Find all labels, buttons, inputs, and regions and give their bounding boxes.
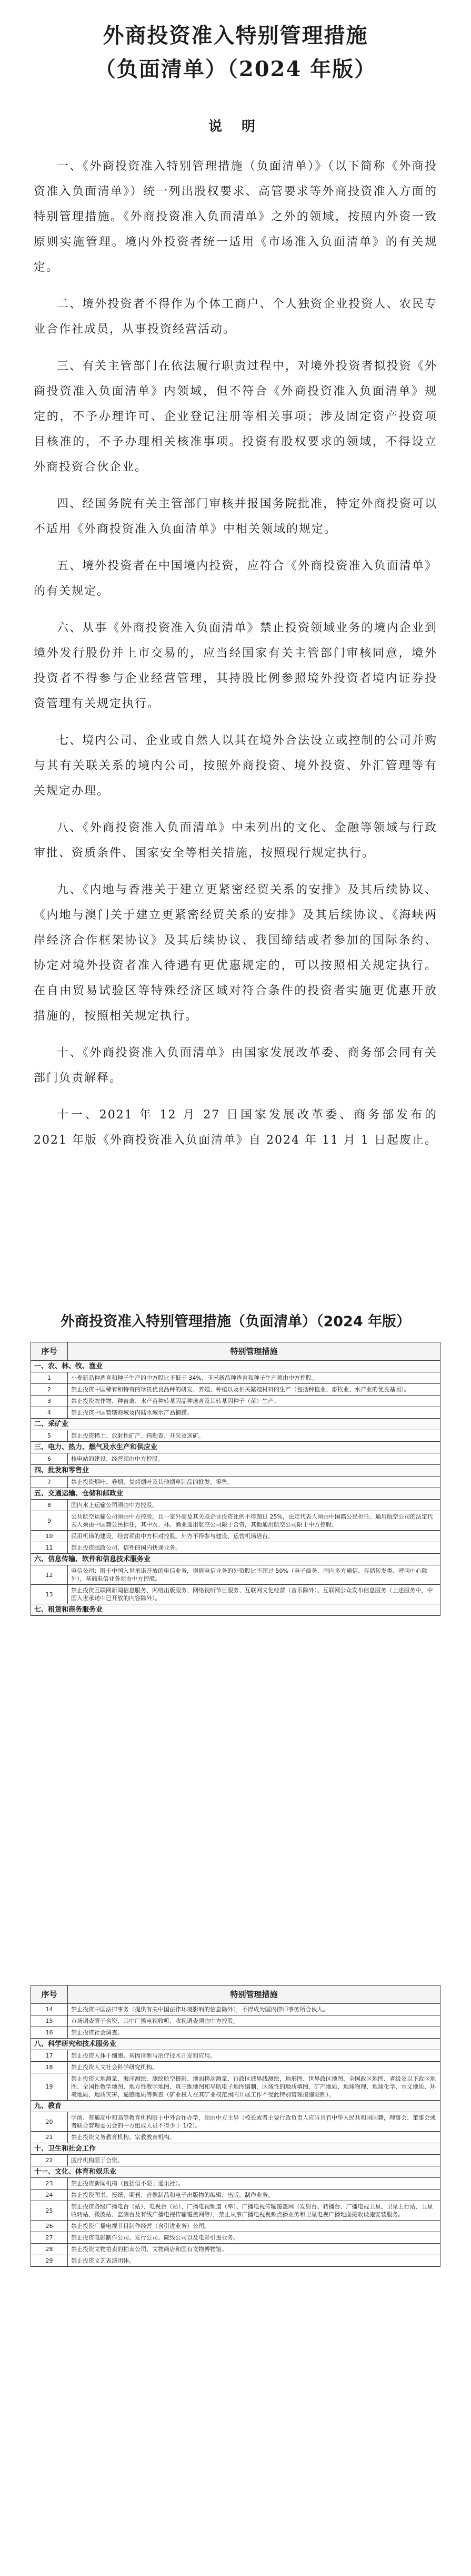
table-header-row: [31, 1342, 440, 1361]
row-number: 22: [31, 2155, 68, 2166]
table-title: 外商投资准入特别管理措施（负面清单）（2024 年版）: [60, 1314, 411, 1330]
row-number: 24: [31, 2190, 68, 2201]
row-number: 26: [31, 2221, 68, 2232]
table-row: [31, 1372, 440, 1384]
category-label: 八、科学研究和技术服务业: [31, 2039, 440, 2050]
table-row: [31, 2201, 440, 2221]
measure-text: 禁止投资各级广播电台（站）、电视台（站）、广播电视频道（率）、广播电视传输覆盖网（发射台、转播台、广播电视卫星、卫星上行站、卫星收转站、微波站、监测台及有线广播电视传输覆盖网等），禁止从事广播电视视频点播业务和卫星电视广播地面接收设施安装服务。: [68, 2201, 440, 2221]
category-label: 一、农、林、牧、渔业: [31, 1361, 440, 1372]
explanation-paragraph: 十、《外商投资准入负面清单》由国家发展改革委、商务部会同有关部门负责解释。: [34, 1046, 437, 1085]
measure-text: 禁止投资农作物、种畜禽、水产苗种转基因品种选育及其转基因种子（苗）生产。: [68, 1396, 440, 1407]
table-row: [31, 2190, 440, 2201]
explanation-paragraph: 九、《内地与香港关于建立更紧密经贸关系的安排》及其后续协议、《内地与澳门关于建立更紧密经贸关系的安排》及其后续协议、《海峡两岸经济合作框架协议》及其后续协议、我国缔结或者参加的国际条约、协定对境外投资者准入待遇有更优惠规定的，可以按照相关规定执行。在自由贸易试验区等特殊经济区域对符合条件的投资者实施更优惠开放措施的，按照相关规定执行。: [34, 883, 437, 1023]
table-row: [31, 1477, 440, 1488]
header-measures: 特别管理措施: [68, 1986, 440, 2004]
measure-text: 禁止投资互联网新闻信息服务、网络出版服务、网络视听节目服务、互联网文化经营（音乐除外）、互联网公众发布信息服务（上述服务中，中国入世承诺中已开放的内容除外）。: [68, 1585, 440, 1604]
category-label: 二、采矿业: [31, 1419, 440, 1430]
row-number: 9: [31, 1511, 68, 1531]
table-category-row: [31, 1604, 440, 1616]
row-number: 13: [31, 1585, 68, 1604]
explanation-paragraph: 五、境外投资者在中国境内投资，应符合《外商投资准入负面清单》的有关规定。: [34, 559, 437, 598]
measure-text: 公共航空运输公司须由中方控股，且一家外商及其关联企业投资比例不得超过 25%，法定代表人须由中国籍公民担任。通用航空公司的法定代表人须由中国籍公民担任，其中农、林、渔业通用航空公司限于合资，其他通用航空公司限于中方控股。: [68, 1511, 440, 1531]
category-label: 六、信息传输、软件和信息技术服务业: [31, 1554, 440, 1565]
explanation-paragraph: 六、从事《外商投资准入负面清单》禁止投资领域业务的境内企业到境外发行股份并上市交易的，应当经国家有关主管部门审核同意，境外投资者不得参与企业经营管理，其持股比例参照境外投资者境内证券投资管理有关规定执行。: [34, 622, 437, 710]
row-number: 6: [31, 1453, 68, 1465]
document-title-line2: （负面清单）（2024 年版）: [94, 57, 377, 82]
table-row: [31, 1430, 440, 1442]
explanation-paragraph: 一、《外商投资准入特别管理措施（负面清单）》（以下简称《外商投资准入负面清单》）统一列出股权要求、高管要求等外商投资准入方面的特别管理措施。《外商投资准入负面清单》之外的领域，按照内外资一致原则实施管理。境内外投资者统一适用《市场准入负面清单》的有关规定。: [34, 160, 437, 274]
measure-text: 核电站的建设、经营须由中方控股。: [68, 1453, 440, 1465]
table-category-row: [31, 2143, 440, 2155]
measure-text: 禁止投资烟叶、卷烟、复烤烟叶及其他烟草制品的批发、零售。: [68, 1477, 440, 1488]
measure-text: 禁止投资人文社会科学研究机构。: [68, 2062, 440, 2073]
row-number: 7: [31, 1477, 68, 1488]
explanation-paragraph: 四、经国务院有关主管部门审核并报国务院批准，特定外商投资可以不适用《外商投资准入负面清单》中相关领域的规定。: [34, 497, 437, 536]
row-number: 11: [31, 1542, 68, 1554]
category-label: 三、电力、热力、燃气及水生产和供应业: [31, 1442, 440, 1453]
row-number: 18: [31, 2062, 68, 2073]
table-row: [31, 2073, 440, 2101]
row-number: 23: [31, 2178, 68, 2190]
table-category-row: [31, 2039, 440, 2050]
table-sheet-2: [16, 1974, 455, 2566]
measure-text: 学前、普通高中和高等教育机构限于中外合作办学，须由中方主导（校长或者主要行政负责人应当具有中华人民共和国国籍，理事会、董事会或者联合管理委员会的中方组成人员不得少于 1/2）。: [68, 2112, 440, 2132]
measure-text: 禁止投资义务教育机构、宗教教育机构。: [68, 2132, 440, 2143]
row-number: 28: [31, 2244, 68, 2255]
measure-text: 市场调查限于合资，其中广播电视收听、收视调查须由中方控股。: [68, 2015, 440, 2027]
table-category-row: [31, 1419, 440, 1430]
table-row: [31, 2232, 440, 2244]
table-row: [31, 2178, 440, 2190]
table-row: [31, 2050, 440, 2062]
measure-text: 小麦新品种选育和种子生产的中方股比不低于 34%、玉米新品种选育和种子生产须由中方控股。: [68, 1372, 440, 1384]
table-row: [31, 1542, 440, 1554]
category-label: 七、租赁和商务服务业: [31, 1604, 440, 1616]
row-number: 14: [31, 2004, 68, 2015]
table-category-row: [31, 2101, 440, 2112]
category-label: 十一、文化、体育和娱乐业: [31, 2166, 440, 2178]
row-number: 20: [31, 2112, 68, 2132]
measure-text: 禁止投资稀土、放射性矿产、钨勘查、开采及选矿。: [68, 1430, 440, 1442]
measure-text: 禁止投资人体干细胞、基因诊断与治疗技术开发和应用。: [68, 2050, 440, 2062]
row-number: 15: [31, 2015, 68, 2027]
table-row: [31, 1407, 440, 1419]
table-row: [31, 1531, 440, 1542]
row-number: 12: [31, 1565, 68, 1585]
table-body-1: [31, 1361, 440, 1616]
row-number: 27: [31, 2232, 68, 2244]
table-category-row: [31, 1361, 440, 1372]
table-row: [31, 1511, 440, 1531]
table-row: [31, 2027, 440, 2039]
measure-text: 民用机场的建设、经营须由中方相对控股。外方不得参与建设、运营机场塔台。: [68, 1531, 440, 1542]
table-category-row: [31, 1465, 440, 1477]
row-number: 5: [31, 1430, 68, 1442]
table-row: [31, 1585, 440, 1604]
table-header-row: [31, 1986, 440, 2004]
row-number: 29: [31, 2255, 68, 2267]
measure-text: 禁止投资大地测量、海洋测绘、测绘航空摄影、地面移动测量、行政区域界线测绘，地形图、世界政区地图、全国政区地图、省级及以下政区地图、全国性教学地图、地方性教学地图、真三维地图和导航电子地图编制，区域性的地质填图、矿产地质、地球物理、地球化学、水文地质、环境地质、地质灾害、遥感地质等调查（矿业权人在其矿业权范围内开展工作不受此特别管理措施限制）。: [68, 2073, 440, 2101]
table-row: [31, 2155, 440, 2166]
explanation-paragraph: 二、境外投资者不得作为个体工商户、个人独资企业投资人、农民专业合作社成员，从事投资经营活动。: [34, 298, 437, 336]
table-row: [31, 1565, 440, 1585]
table-row: [31, 2221, 440, 2232]
table-body-2: [31, 1986, 440, 2267]
row-number: 25: [31, 2201, 68, 2221]
row-number: 17: [31, 2050, 68, 2062]
measure-text: 禁止投资电影制作公司、发行公司、院线公司以及电影引进业务。: [68, 2232, 440, 2244]
row-number: 1: [31, 1372, 68, 1384]
table-row: [31, 1396, 440, 1407]
row-number: 19: [31, 2073, 68, 2101]
table-row: [31, 2132, 440, 2143]
table-category-row: [31, 2166, 440, 2178]
table-row: [31, 2112, 440, 2132]
header-no: 序号: [31, 1342, 68, 1361]
table-row: [31, 1500, 440, 1511]
explanation-heading: 说 明: [208, 119, 263, 135]
explanation-paragraph: 八、《外商投资准入负面清单》中未列出的文化、金融等领域与行政审批、资质条件、国家安全等相关措施，按照现行规定执行。: [34, 821, 437, 860]
measure-text: 禁止投资中国稀有和特有的珍贵优良品种的研发、养殖、种植以及相关繁殖材料的生产（包括种植业、畜牧业、水产业的优良基因）。: [68, 1384, 440, 1396]
row-number: 4: [31, 1407, 68, 1419]
explanation-paragraph: 七、境内公司、企业或自然人以其在境外合法设立或控制的公司并购与其有关联关系的境内公司，按照外商投资、境外投资、外汇管理等有关规定办理。: [34, 734, 437, 798]
measure-text: 禁止投资邮政公司、信件的国内快递业务。: [68, 1542, 440, 1554]
document-page: [0, 0, 471, 1165]
measure-text: 禁止投资文艺表演团体。: [68, 2255, 440, 2267]
category-label: 四、批发和零售业: [31, 1465, 440, 1477]
measure-text: 电信公司：限于中国入世承诺开放的电信业务，增值电信业务的外资股比不超过 50%（电子商务、国内多方通信、存储转发类、呼叫中心除外），基础电信业务须由中方控股。: [68, 1565, 440, 1585]
table-sheet-1: [16, 1299, 455, 1961]
table-row: [31, 1384, 440, 1396]
category-label: 九、教育: [31, 2101, 440, 2112]
table-row: [31, 2062, 440, 2073]
measure-text: 禁止投资新闻机构（包括但不限于通讯社）。: [68, 2178, 440, 2190]
row-number: 10: [31, 1531, 68, 1542]
row-number: 2: [31, 1384, 68, 1396]
row-number: 16: [31, 2027, 68, 2039]
explanation-paragraph: 十一、2021 年 12 月 27 日国家发展改革委、商务部发布的 2021 年版《外商投资准入负面清单》自 2024 年 11 月 1 日起废止。: [34, 1108, 437, 1147]
table-category-row: [31, 1554, 440, 1565]
measure-text: 禁止投资文物拍卖的拍卖公司、文物商店和国有文物博物馆。: [68, 2244, 440, 2255]
measure-text: 医疗机构限于合资。: [68, 2155, 440, 2166]
measure-text: 禁止投资中国法律事务（提供有关中国法律环境影响的信息除外），不得成为国内律师事务所合伙人。: [68, 2004, 440, 2015]
category-label: 五、交通运输、仓储和邮政业: [31, 1488, 440, 1500]
table-row: [31, 2015, 440, 2027]
measure-text: 禁止投资图书、报纸、期刊、音像制品和电子出版物的编辑、出版、制作业务。: [68, 2190, 440, 2201]
row-number: 8: [31, 1500, 68, 1511]
table-row: [31, 1453, 440, 1465]
measure-text: 禁止投资社会调查。: [68, 2027, 440, 2039]
table-row: [31, 2244, 440, 2255]
category-label: 十、卫生和社会工作: [31, 2143, 440, 2155]
negative-list-table-part1: [31, 1342, 440, 1616]
measure-text: 国内水上运输公司须由中方控股。: [68, 1500, 440, 1511]
measure-text: 禁止投资中国管辖海域及内陆水域水产品捕捞。: [68, 1407, 440, 1419]
table-category-row: [31, 1442, 440, 1453]
header-measures: 特别管理措施: [68, 1342, 440, 1361]
table-row: [31, 2255, 440, 2267]
explanation-body: [0, 154, 471, 1153]
negative-list-table-part2: [31, 1985, 440, 2267]
table-row: [31, 2004, 440, 2015]
row-number: 3: [31, 1396, 68, 1407]
table-category-row: [31, 1488, 440, 1500]
row-number: 21: [31, 2132, 68, 2143]
document-title-line1: 外商投资准入特别管理措施: [103, 23, 368, 48]
explanation-paragraph: 三、有关主管部门在依法履行职责过程中，对境外投资者拟投资《外商投资准入负面清单》内领域，但不符合《外商投资准入负面清单》规定的，不予办理许可、企业登记注册等相关事项；涉及固定资产投资项目核准的，不予办理相关核准事项。投资有股权要求的领域，不得设立外商投资合伙企业。: [34, 360, 437, 474]
header-no: 序号: [31, 1986, 68, 2004]
measure-text: 禁止投资广播电视节目制作经营（含引进业务）公司。: [68, 2221, 440, 2232]
